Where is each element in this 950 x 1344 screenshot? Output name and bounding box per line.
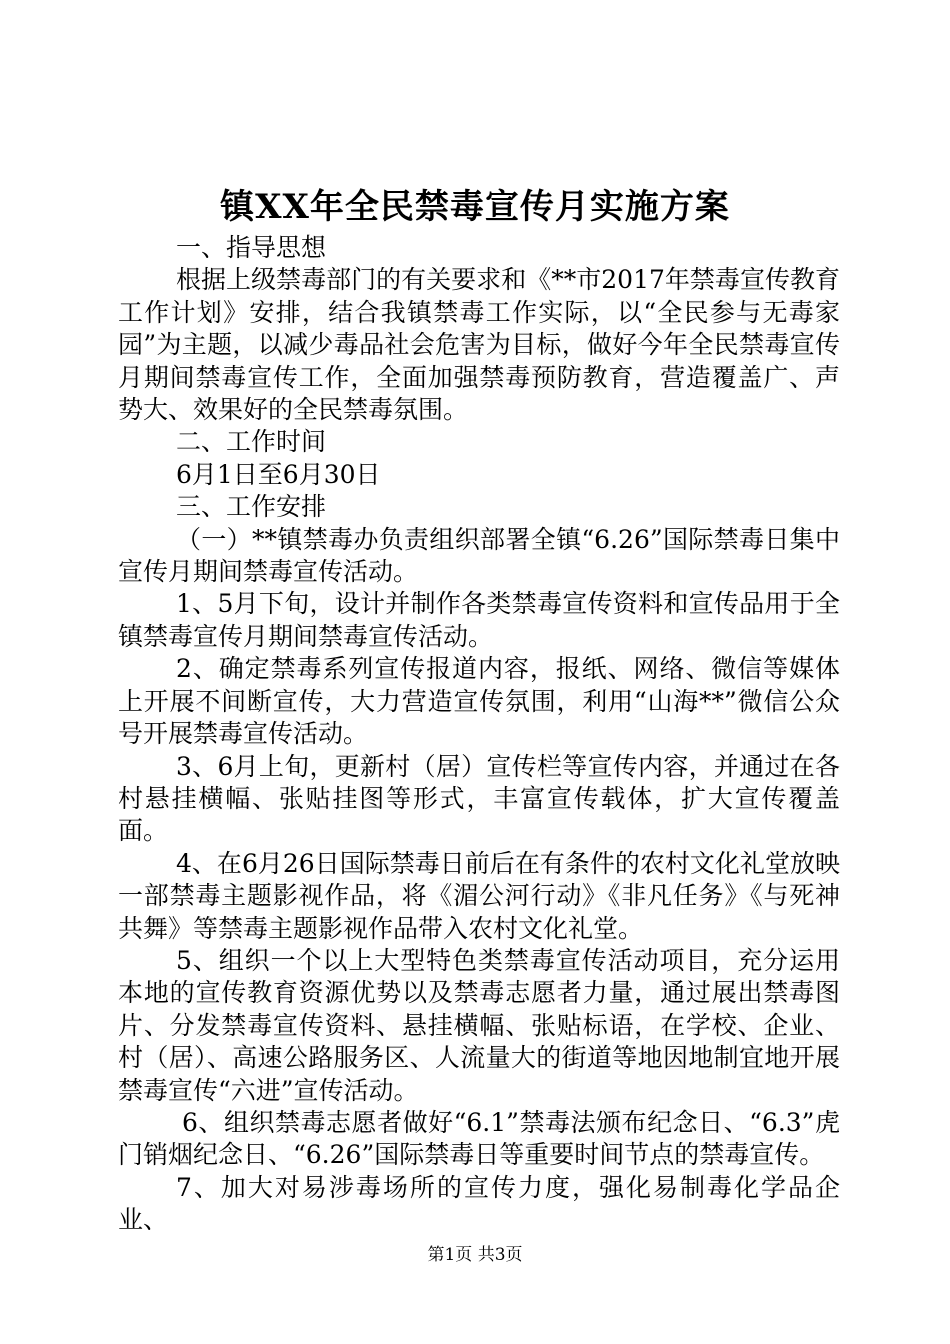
section-heading-work-arrangement: 三、工作安排 — [176, 492, 327, 522]
paragraph-arrangement-intro: （一）**镇禁毒办负责组织部署全镇“6.26”国际禁毒日集中宣传月期间禁毒宣传活动。 — [118, 524, 840, 587]
document-body — [118, 232, 840, 1237]
section-heading-work-time: 二、工作时间 — [176, 427, 327, 457]
paragraph-guiding-ideology: 根据上级禁毒部门的有关要求和《**市2017年禁毒宣传教育工作计划》安排，结合我镇禁毒工作实际，以“全民参与无毒家园”为主题，以减少毒品社会危害为目标，做好今年全民禁毒宣传月期间禁毒宣传工作，全面加强禁毒预防教育，营造覆盖广、声势大、效果好的全民禁毒氛围。 — [118, 265, 840, 425]
list-item-5: 5、组织一个以上大型特色类禁毒宣传活动项目，充分运用本地的宣传教育资源优势以及禁毒志愿者力量，通过展出禁毒图片、分发禁毒宣传资料、悬挂横幅、张贴标语，在学校、企业、村（居）、高速公路服务区、人流量大的街道等地因地制宜地开展禁毒宣传“六进”宣传活动。 — [118, 945, 840, 1105]
section-heading-guiding-ideology: 一、指导思想 — [176, 233, 327, 262]
page-footer: 第1页 共3页 — [427, 1245, 523, 1265]
paragraph-work-time: 6月1日至6月30日 — [176, 459, 381, 489]
list-item-2: 2、确定禁毒系列宣传报道内容，报纸、网络、微信等媒体上开展不间断宣传，大力营造宣传氛围，利用“山海**”微信公众号开展禁毒宣传活动。 — [118, 654, 840, 749]
list-item-7: 7、加大对易涉毒场所的宣传力度，强化易制毒化学品企业、 — [118, 1172, 840, 1235]
document-title: 镇XX年全民禁毒宣传月实施方案 — [220, 187, 730, 227]
list-item-4: 4、在6月26日国际禁毒日前后在有条件的农村文化礼堂放映一部禁毒主题影视作品，将《湄公河行动》《非凡任务》《与死神共舞》等禁毒主题影视作品带入农村文化礼堂。 — [118, 848, 840, 943]
list-item-6: 6、组织禁毒志愿者做好“6.1”禁毒法颁布纪念日、“6.3”虎门销烟纪念日、“6.26”国际禁毒日等重要时间节点的禁毒宣传。 — [118, 1107, 840, 1170]
list-item-3: 3、6月上旬，更新村（居）宣传栏等宣传内容，并通过在各村悬挂横幅、张贴挂图等形式，丰富宣传载体，扩大宣传覆盖面。 — [118, 751, 840, 846]
list-item-1: 1、5月下旬，设计并制作各类禁毒宣传资料和宣传品用于全镇禁毒宣传月期间禁毒宣传活动。 — [118, 589, 840, 651]
